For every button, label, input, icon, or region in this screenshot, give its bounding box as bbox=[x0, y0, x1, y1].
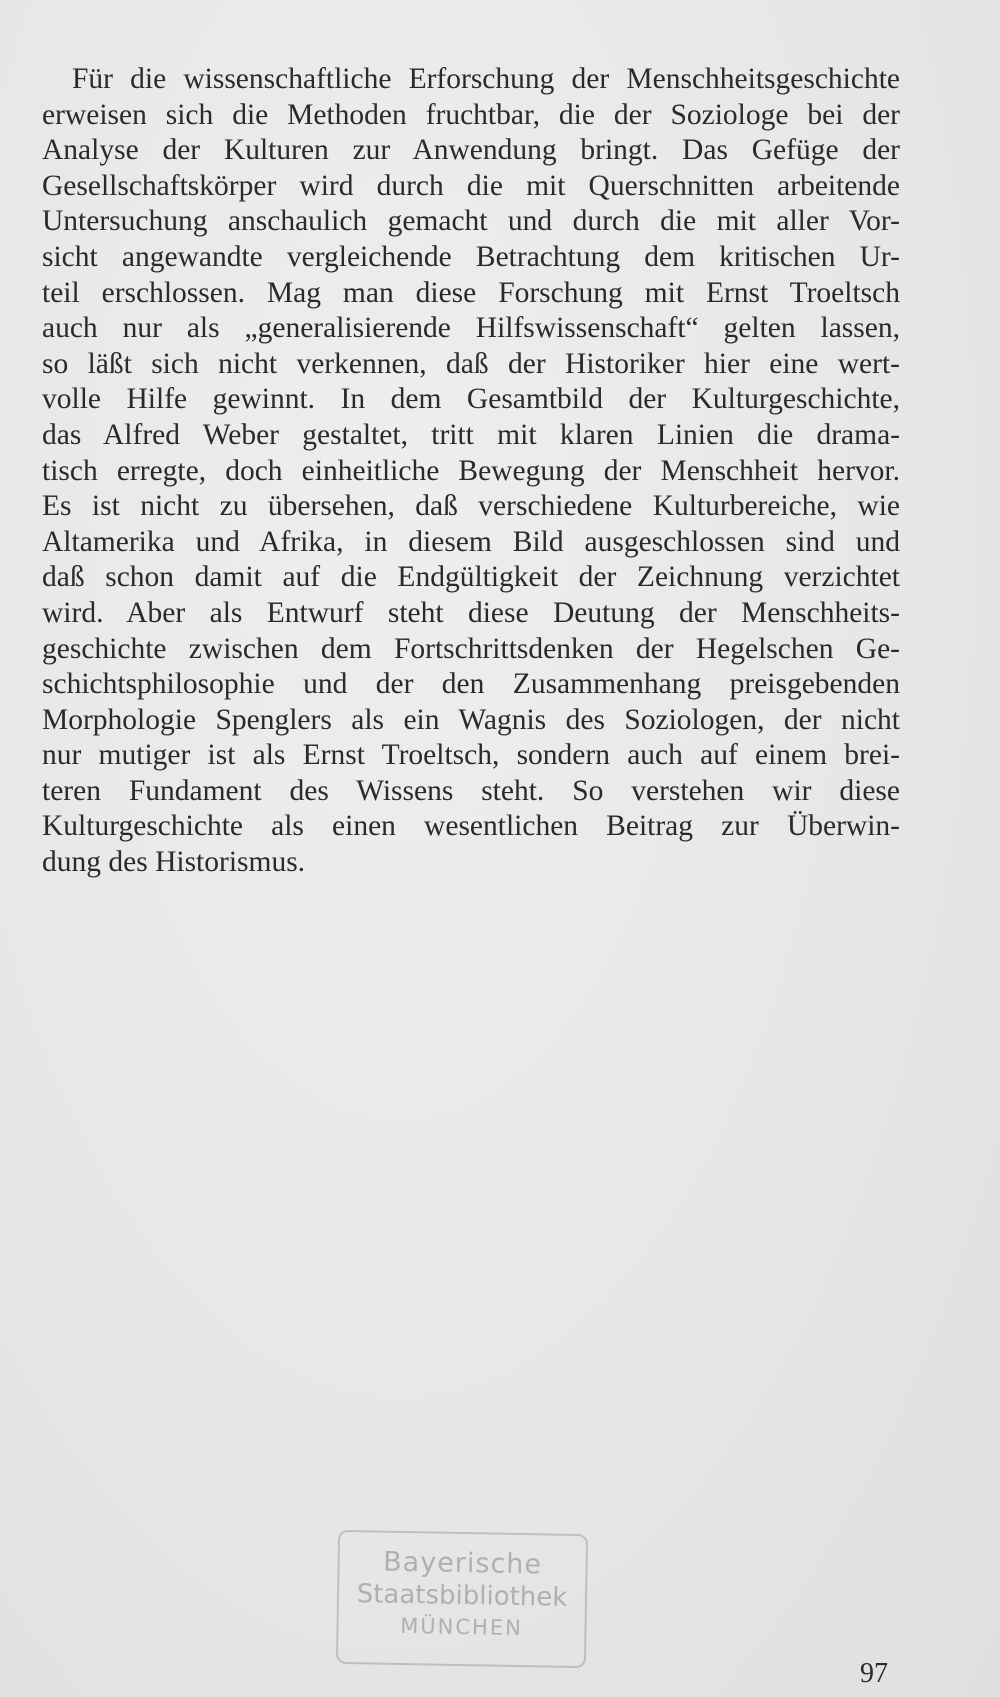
text-line: tisch erregte, doch einheitliche Bewegung der Menschheit hervor. bbox=[42, 454, 900, 487]
text-line: teren Fundament des Wissens steht. So verstehen wir diese bbox=[42, 774, 900, 807]
text-line: teil erschlossen. Mag man diese Forschung mit Ernst Troeltsch bbox=[42, 276, 900, 309]
text-line: Gesellschaftskörper wird durch die mit Querschnitten arbeitende bbox=[42, 169, 900, 202]
text-line: erweisen sich die Methoden fruchtbar, die der Soziologe bei der bbox=[42, 98, 900, 131]
text-line: nur mutiger ist als Ernst Troeltsch, sondern auch auf einem brei- bbox=[42, 739, 900, 772]
text-line: Für die wissenschaftliche Erforschung der Menschheitsgeschichte bbox=[72, 63, 900, 95]
text-line: dung des Historismus. bbox=[42, 846, 306, 879]
text-line: sicht angewandte vergleichende Betrachtung dem kritischen Ur- bbox=[42, 240, 900, 273]
text-line: geschichte zwischen dem Fortschrittsdenken der Hegelschen Ge- bbox=[42, 632, 900, 665]
stamp-line: MÜNCHEN bbox=[399, 1613, 524, 1641]
text-line: Altamerika und Afrika, in diesem Bild ausgeschlossen sind und bbox=[42, 525, 900, 558]
text-line: schichtsphilosophie und der den Zusammenhang preisgebenden bbox=[42, 668, 900, 701]
text-line: Analyse der Kulturen zur Anwendung bringt. Das Gefüge der bbox=[42, 134, 900, 167]
text-line: volle Hilfe gewinnt. In dem Gesamtbild der Kulturgeschichte, bbox=[42, 383, 900, 416]
text-line: Kulturgeschichte als einen wesentlichen Beitrag zur Überwin- bbox=[42, 810, 900, 843]
text-line: Untersuchung anschaulich gemacht und durch die mit aller Vor- bbox=[42, 205, 900, 238]
text-line: auch nur als „generalisierende Hilfswissenschaft“ gelten lassen, bbox=[42, 312, 900, 345]
text-line: Morphologie Spenglers als ein Wagnis des Soziologen, der nicht bbox=[42, 703, 900, 736]
stamp-line: Bayerische bbox=[382, 1546, 543, 1581]
library-stamp bbox=[336, 1530, 588, 1668]
stamp-line: Staatsbibliothek bbox=[356, 1579, 568, 1613]
text-line: das Alfred Weber gestaltet, tritt mit klaren Linien die drama- bbox=[42, 418, 900, 451]
text-line: daß schon damit auf die Endgültigkeit der Zeichnung verzichtet bbox=[42, 561, 900, 594]
text-line: wird. Aber als Entwurf steht diese Deutung der Menschheits- bbox=[42, 596, 900, 629]
text-line: Es ist nicht zu übersehen, daß verschiedene Kulturbereiche, wie bbox=[42, 490, 900, 523]
body-paragraph bbox=[42, 62, 900, 881]
page-number: 97 bbox=[860, 1658, 888, 1689]
text-line: so läßt sich nicht verkennen, daß der Historiker hier eine wert- bbox=[42, 347, 900, 380]
